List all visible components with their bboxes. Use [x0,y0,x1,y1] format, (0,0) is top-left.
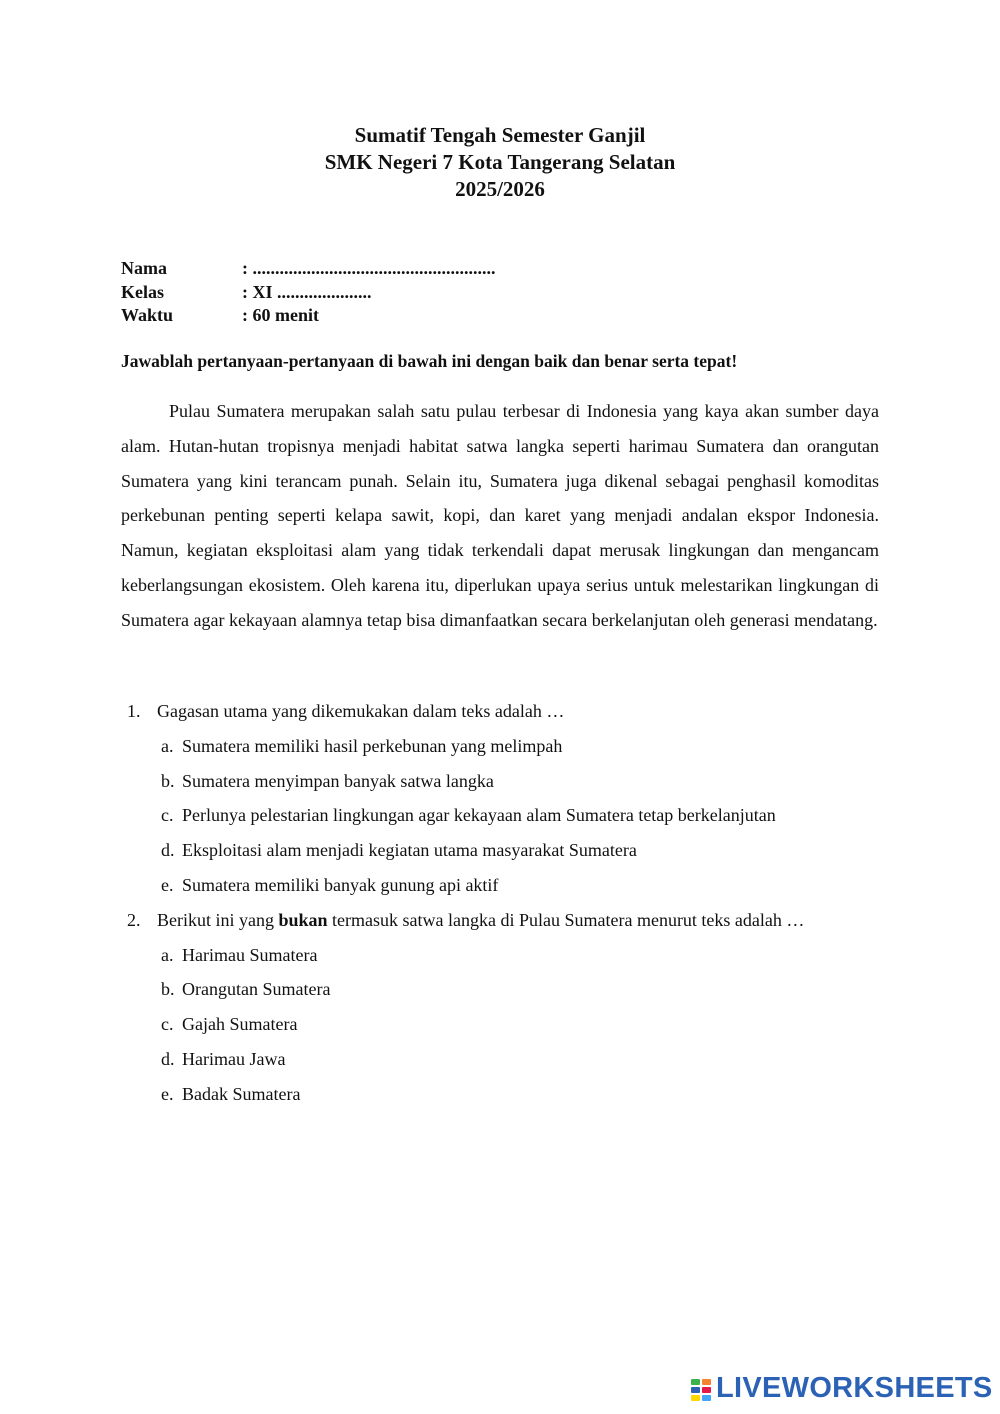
question-text-before: Berikut ini yang [157,909,279,930]
option-text: Sumatera memiliki banyak gunung api aktif [182,874,499,895]
meta-label: Kelas [121,281,164,302]
title-line-3: 2025/2026 [455,177,545,201]
question-text-emphasis: bukan [278,909,328,930]
option-letter: b. [161,770,175,791]
question-2 [121,903,866,938]
option-letter: c. [161,805,174,826]
document-title [0,122,1000,203]
meta-row-waktu [121,304,496,328]
option-2c[interactable] [121,1007,866,1042]
meta-label: Nama [121,258,167,278]
option-1e[interactable] [121,868,866,903]
option-1b[interactable] [121,764,866,799]
liveworksheets-logo-text: LIVEWORKSHEETS [716,1372,993,1404]
option-1a[interactable] [121,729,866,764]
option-2e[interactable] [121,1077,866,1112]
option-text: Badak Sumatera [182,1083,301,1104]
meta-value: : ...................................................... [242,258,496,278]
question-1 [121,694,866,729]
option-text: Sumatera menyimpan banyak satwa langka [182,770,494,791]
meta-row-nama [121,257,496,281]
option-1c[interactable] [121,798,866,833]
question-number: 1. [127,701,141,721]
question-list [121,694,866,1112]
option-text: Perlunya pelestarian lingkungan agar kekayaan alam Sumatera tetap berkelanjutan [182,805,776,826]
option-letter: d. [161,840,175,861]
meta-label: Waktu [121,305,174,325]
meta-value: : XI ..................... [242,281,372,302]
option-letter: e. [161,874,174,895]
student-info [121,257,496,328]
reading-passage: Pulau Sumatera merupakan salah satu pulau terbesar di Indonesia yang kaya akan sumber daya alam. Hutan-hutan tropisnya menjadi habitat satwa langka seperti harimau Sumatera dan orangutan Sumatera yang kini terancam punah. Selain itu, Sumatera juga dikenal sebagai penghasil komoditas perkebunan penting seperti kelapa sawit, kopi, dan karet yang menjadi andalan ekspor Indonesia. Namun, kegiatan eksploitasi alam yang tidak terkendali dapat merusak lingkungan dan mengancam keberlangsungan ekosistem. Oleh karena itu, diperlukan upaya serius untuk melestarikan lingkungan di Sumatera agar kekayaan alamnya tetap bisa dimanfaatkan secara berkelanjutan oleh generasi mendatang. [121,401,879,630]
meta-row-kelas [121,281,496,305]
instruction: Jawablah pertanyaan-pertanyaan di bawah ini dengan baik dan benar serta tepat! [121,351,738,371]
question-text-after: termasuk satwa langka di Pulau Sumatera menurut teks adalah … [327,909,805,930]
option-text: Gajah Sumatera [182,1014,298,1035]
option-text: Orangutan Sumatera [182,979,331,1000]
option-text: Harimau Jawa [182,1048,286,1069]
option-2d[interactable] [121,1042,866,1077]
option-1d[interactable] [121,833,866,868]
option-letter: c. [161,1014,174,1035]
question-number: 2. [127,909,141,930]
option-letter: a. [161,944,174,965]
option-letter: d. [161,1048,175,1069]
question-text: Gagasan utama yang dikemukakan dalam teks adalah … [157,701,565,721]
option-2a[interactable] [121,938,866,973]
liveworksheets-logo[interactable] [691,1372,993,1405]
option-2b[interactable] [121,972,866,1007]
meta-value: : 60 menit [242,305,319,325]
question-text [157,903,866,938]
option-letter: b. [161,979,175,1000]
option-text: Eksploitasi alam menjadi kegiatan utama masyarakat Sumatera [182,840,637,861]
option-letter: e. [161,1083,174,1104]
liveworksheets-logo-icon [691,1375,713,1403]
title-line-2: SMK Negeri 7 Kota Tangerang Selatan [324,150,676,174]
option-letter: a. [161,735,174,756]
title-line-1: Sumatif Tengah Semester Ganjil [354,123,646,147]
option-text: Harimau Sumatera [182,944,318,965]
option-text: Sumatera memiliki hasil perkebunan yang melimpah [182,735,563,756]
